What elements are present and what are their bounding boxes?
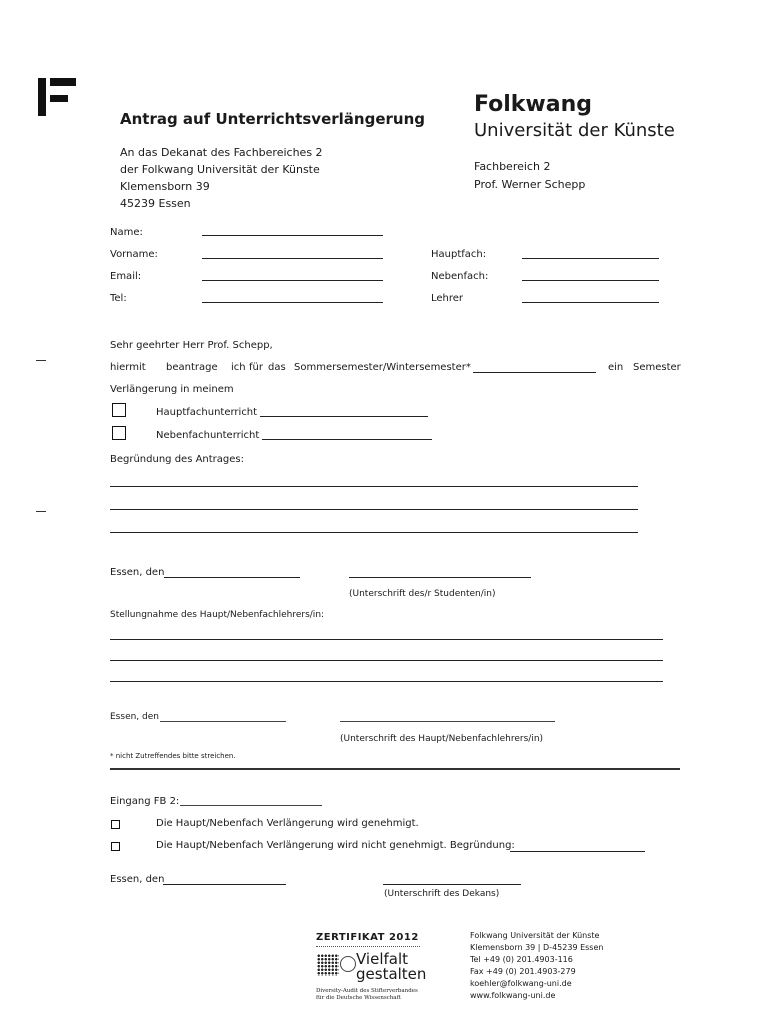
certificate-title: ZERTIFIKAT 2012 <box>316 932 419 943</box>
student-signature-field[interactable] <box>349 577 531 578</box>
address-line-4: 45239 Essen <box>120 197 191 210</box>
rejected-checkbox[interactable] <box>111 842 120 851</box>
salutation: Sehr geehrter Herr Prof. Schepp, <box>110 340 273 351</box>
contact-line-3: Tel +49 (0) 201.4903-116 <box>470 955 573 964</box>
teacher-date-field[interactable] <box>160 721 286 722</box>
email-label: Email: <box>110 271 142 282</box>
name-field[interactable] <box>202 235 383 236</box>
approved-checkbox[interactable] <box>111 820 120 829</box>
brand-name: Folkwang <box>474 92 593 117</box>
receipt-field[interactable] <box>180 805 322 806</box>
hauptfach-checkbox[interactable] <box>112 403 126 417</box>
dean-place-date-label: Essen, den <box>110 874 165 885</box>
request-end-2: Semester <box>633 362 681 373</box>
teacher-statement-label: Stellungnahme des Haupt/Nebenfachlehrers/in: <box>110 610 325 620</box>
fold-mark-top <box>36 360 46 361</box>
department: Fachbereich 2 <box>474 160 551 173</box>
nebenfach-option-label: Nebenfachunterricht <box>156 430 260 441</box>
reason-label: Begründung des Antrages: <box>110 454 245 465</box>
approved-label: Die Haupt/Nebenfach Verlängerung wird genehmigt. <box>156 818 419 829</box>
brand-subtitle: Universität der Künste <box>474 120 675 141</box>
contact-line-4: Fax +49 (0) 201.4903-279 <box>470 967 576 976</box>
address-line-2: der Folkwang Universität der Künste <box>120 163 320 176</box>
diversity-circle-icon <box>340 956 356 972</box>
certificate-small-1: Diversity-Audit des Stifterverbandes <box>316 988 418 994</box>
lehrer-field[interactable] <box>522 302 659 303</box>
fold-mark-bottom <box>36 511 46 512</box>
footnote: * nicht Zutreffendes bitte streichen. <box>110 752 236 760</box>
nebenfach-field[interactable] <box>522 280 659 281</box>
contact-email[interactable]: koehler@folkwang-uni.de <box>470 979 572 988</box>
rejected-label: Die Haupt/Nebenfach Verlängerung wird nicht genehmigt. Begründung: <box>156 840 515 851</box>
hauptfach-label: Hauptfach: <box>431 249 487 260</box>
tel-field[interactable] <box>202 302 383 303</box>
reason-line-2[interactable] <box>110 509 638 510</box>
request-word-4: für <box>249 362 263 373</box>
student-date-field[interactable] <box>164 577 300 578</box>
vorname-field[interactable] <box>202 258 383 259</box>
semester-count-field[interactable] <box>473 372 596 373</box>
folkwang-logo-icon <box>38 78 76 116</box>
request-word-2: beantrage <box>166 362 218 373</box>
nebenfach-option-field[interactable] <box>262 439 432 440</box>
dean-signature-field[interactable] <box>383 884 521 885</box>
certificate-small-2: für die Deutsche Wissenschaft <box>316 995 401 1001</box>
teacher-signature-field[interactable] <box>340 721 555 722</box>
statement-line-3[interactable] <box>110 681 663 682</box>
student-signature-label: (Unterschrift des/r Studenten/in) <box>349 589 496 599</box>
name-label: Name: <box>110 227 143 238</box>
statement-line-2[interactable] <box>110 660 663 661</box>
dean-signature-label: (Unterschrift des Dekans) <box>384 889 500 899</box>
lehrer-label: Lehrer <box>431 293 464 304</box>
dean-date-field[interactable] <box>163 884 286 885</box>
teacher-place-date-label: Essen, den <box>110 712 159 722</box>
professor: Prof. Werner Schepp <box>474 178 586 191</box>
contact-line-1: Folkwang Universität der Künste <box>470 931 600 940</box>
request-end-1: ein <box>608 362 624 373</box>
certificate-logo <box>316 932 427 1004</box>
contact-line-2: Klemensborn 39 | D-45239 Essen <box>470 943 604 952</box>
request-word-5: das <box>268 362 286 373</box>
request-word-3: ich <box>231 362 246 373</box>
teacher-signature-label: (Unterschrift des Haupt/Nebenfachlehrers/in) <box>340 734 544 744</box>
reason-line-1[interactable] <box>110 486 638 487</box>
address-line-1: An das Dekanat des Fachbereiches 2 <box>120 146 323 159</box>
section-divider <box>110 768 680 770</box>
request-word-1: hiermit <box>110 362 146 373</box>
hauptfach-option-label: Hauptfachunterricht <box>156 407 258 418</box>
student-place-date-label: Essen, den <box>110 567 165 578</box>
form-title: Antrag auf Unterrichtsverlängerung <box>120 110 425 128</box>
address-line-3: Klemensborn 39 <box>120 180 210 193</box>
certificate-line-2: gestalten <box>356 965 427 983</box>
reason-line-3[interactable] <box>110 532 638 533</box>
hauptfach-option-field[interactable] <box>260 416 428 417</box>
email-field[interactable] <box>202 280 383 281</box>
nebenfach-checkbox[interactable] <box>112 426 126 440</box>
certificate-line-1: Vielfalt <box>356 950 409 968</box>
rejected-reason-field[interactable] <box>510 851 645 852</box>
contact-website[interactable]: www.folkwang-uni.de <box>470 991 556 1000</box>
statement-line-1[interactable] <box>110 639 663 640</box>
diversity-grid-icon <box>317 954 339 976</box>
tel-label: Tel: <box>110 293 127 304</box>
hauptfach-field[interactable] <box>522 258 659 259</box>
request-line-2: Verlängerung in meinem <box>110 384 234 395</box>
vorname-label: Vorname: <box>110 249 158 260</box>
receipt-label: Eingang FB 2: <box>110 796 180 807</box>
request-word-6: Sommersemester/Wintersemester* <box>294 362 471 373</box>
nebenfach-label: Nebenfach: <box>431 271 489 282</box>
